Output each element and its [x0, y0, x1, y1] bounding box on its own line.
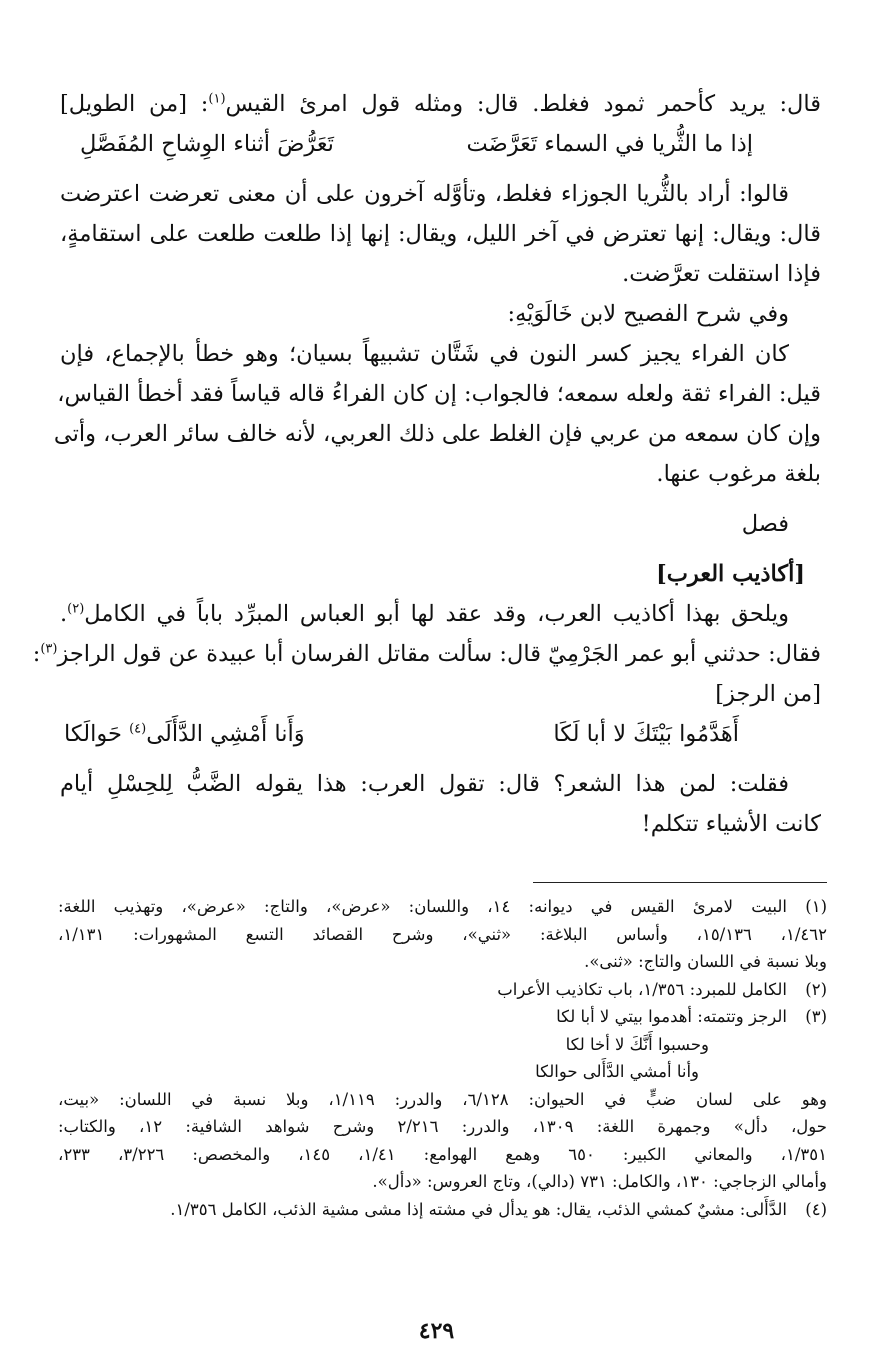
footnote-line: وبلا نسبة في اللسان والتاج: «ثنى».: [584, 952, 827, 971]
footnote-ref[interactable]: (٣): [40, 641, 58, 657]
footnote-line: وأمالي الزجاجي: ١٣٠، والكامل: ٧٣١ (دالي)، وتاج العروس: «دأل».: [372, 1172, 827, 1191]
text-span: وَأَنا أَمْشِي الدَّأَلَى: [146, 721, 305, 747]
text-line: بلغة مرغوب عنها.: [656, 461, 821, 487]
footnote-line: الكامل للمبرد: ١/٣٥٦، باب تكاذيب الأعراب: [497, 979, 787, 999]
text-line: قالوا: أراد بالثُّريا الجوزاء فغلط، وتأوَّله آخرون على أن معنى تعرضت اعترضت: [60, 181, 789, 207]
main-text: [32, 84, 821, 844]
text-line: كان الفراء يجيز كسر النون في شَتَّان تشبيهاً بسيان؛ وهو خطأ بالإجماع، فإن: [60, 341, 789, 367]
poem-verse: [60, 714, 821, 754]
footnote-verse-line: وأنا أمشي الدَّأَلى حوالكا: [535, 1062, 699, 1081]
text-line: [60, 594, 821, 634]
footnote-number: (١): [805, 897, 827, 916]
meter-label: [من الرجز]: [715, 681, 821, 707]
text-span: :: [32, 641, 41, 667]
verse-second-hemistich: تَعَرُّضَ أثناء الوِشاحِ المُفَصَّلِ: [80, 131, 334, 157]
verse-first-hemistich: إذا ما الثُّريا في السماء تَعَرَّضَت: [466, 131, 753, 157]
poem-verse: [60, 124, 821, 164]
section-heading: فصل: [741, 511, 789, 537]
text-line: وفي شرح الفصيح لابن خَالَوَيْهِ:: [507, 301, 789, 327]
footnote-line: ١/٣٥١، والمعاني الكبير: ٦٥٠ وهمع الهوامع: ١/٤١، ١٤٥، والمخصص: ٣/٢٢٦، ٢٣٣،: [58, 1144, 828, 1164]
text-line: فإذا استقلت تعرَّضت.: [622, 261, 821, 287]
footnote-line: وهو على لسان ضبٍّ في الحيوان: ٦/١٢٨، والدرر: ١/١١٩، وبلا نسبة في اللسان: «بيت،: [58, 1089, 827, 1109]
footnote: [58, 1003, 827, 1031]
footnote: [58, 976, 827, 1004]
footnote-number: (٤): [805, 1199, 827, 1219]
footnote-ref[interactable]: (١): [208, 91, 226, 107]
footnote-line: ١/٤٦٢، ١٥/١٣٦، وأساس البلاغة: «ثني»، وشرح القصائد التسع المشهورات: ١/١٣١،: [58, 924, 827, 944]
footnote-line: البيت لامرئ القيس في ديوانه: ١٤، واللسان: «عرض»، والتاج: «عرض»، وتهذيب اللغة:: [58, 897, 787, 916]
page-number: ٤٢٩: [418, 1318, 455, 1344]
footnote-line: حول، دأل» وجمهرة اللغة: ١٣٠٩، والدرر: ٢/٢١٦ وشرح شواهد الشافية: ١٢، والكتاب:: [58, 1117, 827, 1136]
text-line: [32, 634, 821, 674]
text-line: فقلت: لمن هذا الشعر؟ قال: تقول العرب: هذا يقوله الضَّبُّ لِلحِسْلِ أيام: [60, 771, 789, 797]
text-line: وإن كان سمعه من عربي فإن الغلط على ذلك العربي، لأنه خالف سائر العرب، وأتى: [53, 421, 821, 447]
text-span: ويلحق بهذا أكاذيب العرب، وقد عقد لها أبو العباس المبرِّد باباً في الكامل: [84, 601, 789, 627]
footnote-ref[interactable]: (٢): [67, 601, 85, 617]
text-line: كانت الأشياء تتكلم!: [641, 811, 821, 837]
text-span: قال: يريد كأحمر ثمود فغلط. قال: ومثله قول امرئ القيس: [225, 91, 821, 117]
section-title: [أكاذيب العرب]: [656, 561, 805, 587]
verse-second-hemistich: [64, 714, 305, 754]
text-span: فقال: حدثني أبو عمر الجَرْمِيّ قال: سألت مقاتل الفرسان أبا عبيدة عن قول الراجز: [57, 641, 821, 667]
footnote-ref[interactable]: (٤): [129, 721, 147, 737]
footnote: [58, 1196, 827, 1224]
footnotes: [58, 893, 827, 1223]
footnote-divider: [533, 882, 827, 883]
footnote: [58, 893, 827, 921]
footnote-line: الدَّأَلى: مشيٌ كمشي الذئب، يقال: هو يدأل في مشته إذا مشى مشية الذئب، الكامل ١/٣٥٦.: [170, 1199, 787, 1219]
footnote-number: (٣): [805, 1007, 827, 1026]
footnote-line: الرجز وتتمته: أهدموا بيتي لا أبا لكا: [556, 1007, 787, 1026]
footnote-verse-line: وحسبوا أَنَّكَ لا أخا لكا: [565, 1034, 709, 1054]
text-span: حَوالَكا: [64, 721, 130, 747]
text-line: قيل: الفراء ثقة ولعله سمعه؛ فالجواب: إن كان الفراءُ قاله قياساً فقد أخطأ القياس،: [57, 381, 821, 407]
footnote-number: (٢): [805, 979, 827, 999]
text-line: قال: ويقال: إنها تعترض في آخر الليل، ويقال: إنها إذا طلعت طلعت على استقامةٍ،: [60, 221, 821, 247]
text-line: [60, 84, 821, 124]
verse-first-hemistich: أَهَدَّمُوا بَيْتَكَ لا أبا لَكَا: [553, 721, 739, 747]
text-span: .: [60, 601, 68, 627]
text-span: : [من الطويل]: [60, 91, 209, 117]
